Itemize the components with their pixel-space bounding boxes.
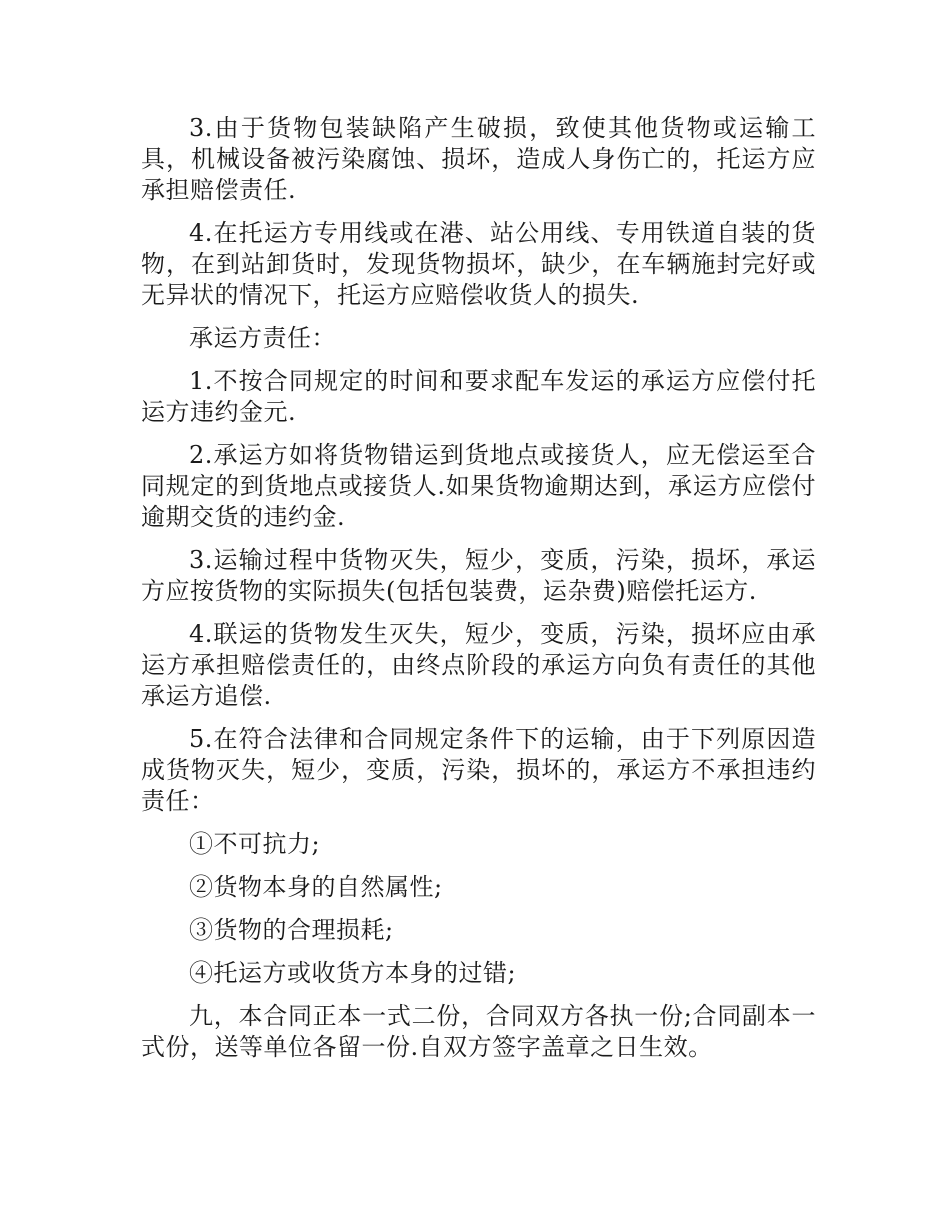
list-item-force-majeure: ①不可抗力; [189, 830, 321, 858]
paragraph-clause-nine: 九，本合同正本一式二份，合同双方各执一份;合同副本一式份，送等单位各留一份.自双方签字盖章之日生效。 [141, 1002, 816, 1061]
document-body [141, 113, 816, 1075]
paragraph-carrier-liability-5: 5.在符合法律和合同规定条件下的运输，由于下列原因造成货物灭失，短少，变质，污染，损坏的，承运方不承担违约责任： [141, 725, 816, 815]
paragraph-carrier-liability-2: 2.承运方如将货物错运到货地点或接货人，应无偿运至合同规定的到货地点或接货人.如果货物逾期达到，承运方应偿付逾期交货的违约金. [141, 441, 816, 531]
list-item-party-fault: ④托运方或收货方本身的过错; [189, 959, 517, 987]
list-item-reasonable-loss: ③货物的合理损耗; [189, 916, 394, 944]
section-heading-carrier-liability: 承运方责任： [189, 324, 336, 352]
paragraph-carrier-liability-1: 1.不按合同规定的时间和要求配车发运的承运方应偿付托运方违约金元. [141, 367, 816, 426]
paragraph-carrier-liability-3: 3.运输过程中货物灭失，短少，变质，污染，损坏，承运方应按货物的实际损失(包括包装费，运杂费)赔偿托运方. [141, 546, 816, 605]
paragraph-carrier-liability-4: 4.联运的货物发生灭失，短少，变质，污染，损坏应由承运方承担赔偿责任的，由终点阶段的承运方向负有责任的其他承运方追偿. [141, 620, 816, 710]
list-item-natural-property: ②货物本身的自然属性; [189, 873, 443, 901]
paragraph-shipper-liability-3: 3.由于货物包装缺陷产生破损，致使其他货物或运输工具，机械设备被污染腐蚀、损坏，造成人身伤亡的，托运方应承担赔偿责任. [141, 114, 816, 204]
paragraph-shipper-liability-4: 4.在托运方专用线或在港、站公用线、专用铁道自装的货物，在到站卸货时，发现货物损坏，缺少，在车辆施封完好或无异状的情况下，托运方应赔偿收货人的损失. [141, 219, 816, 309]
